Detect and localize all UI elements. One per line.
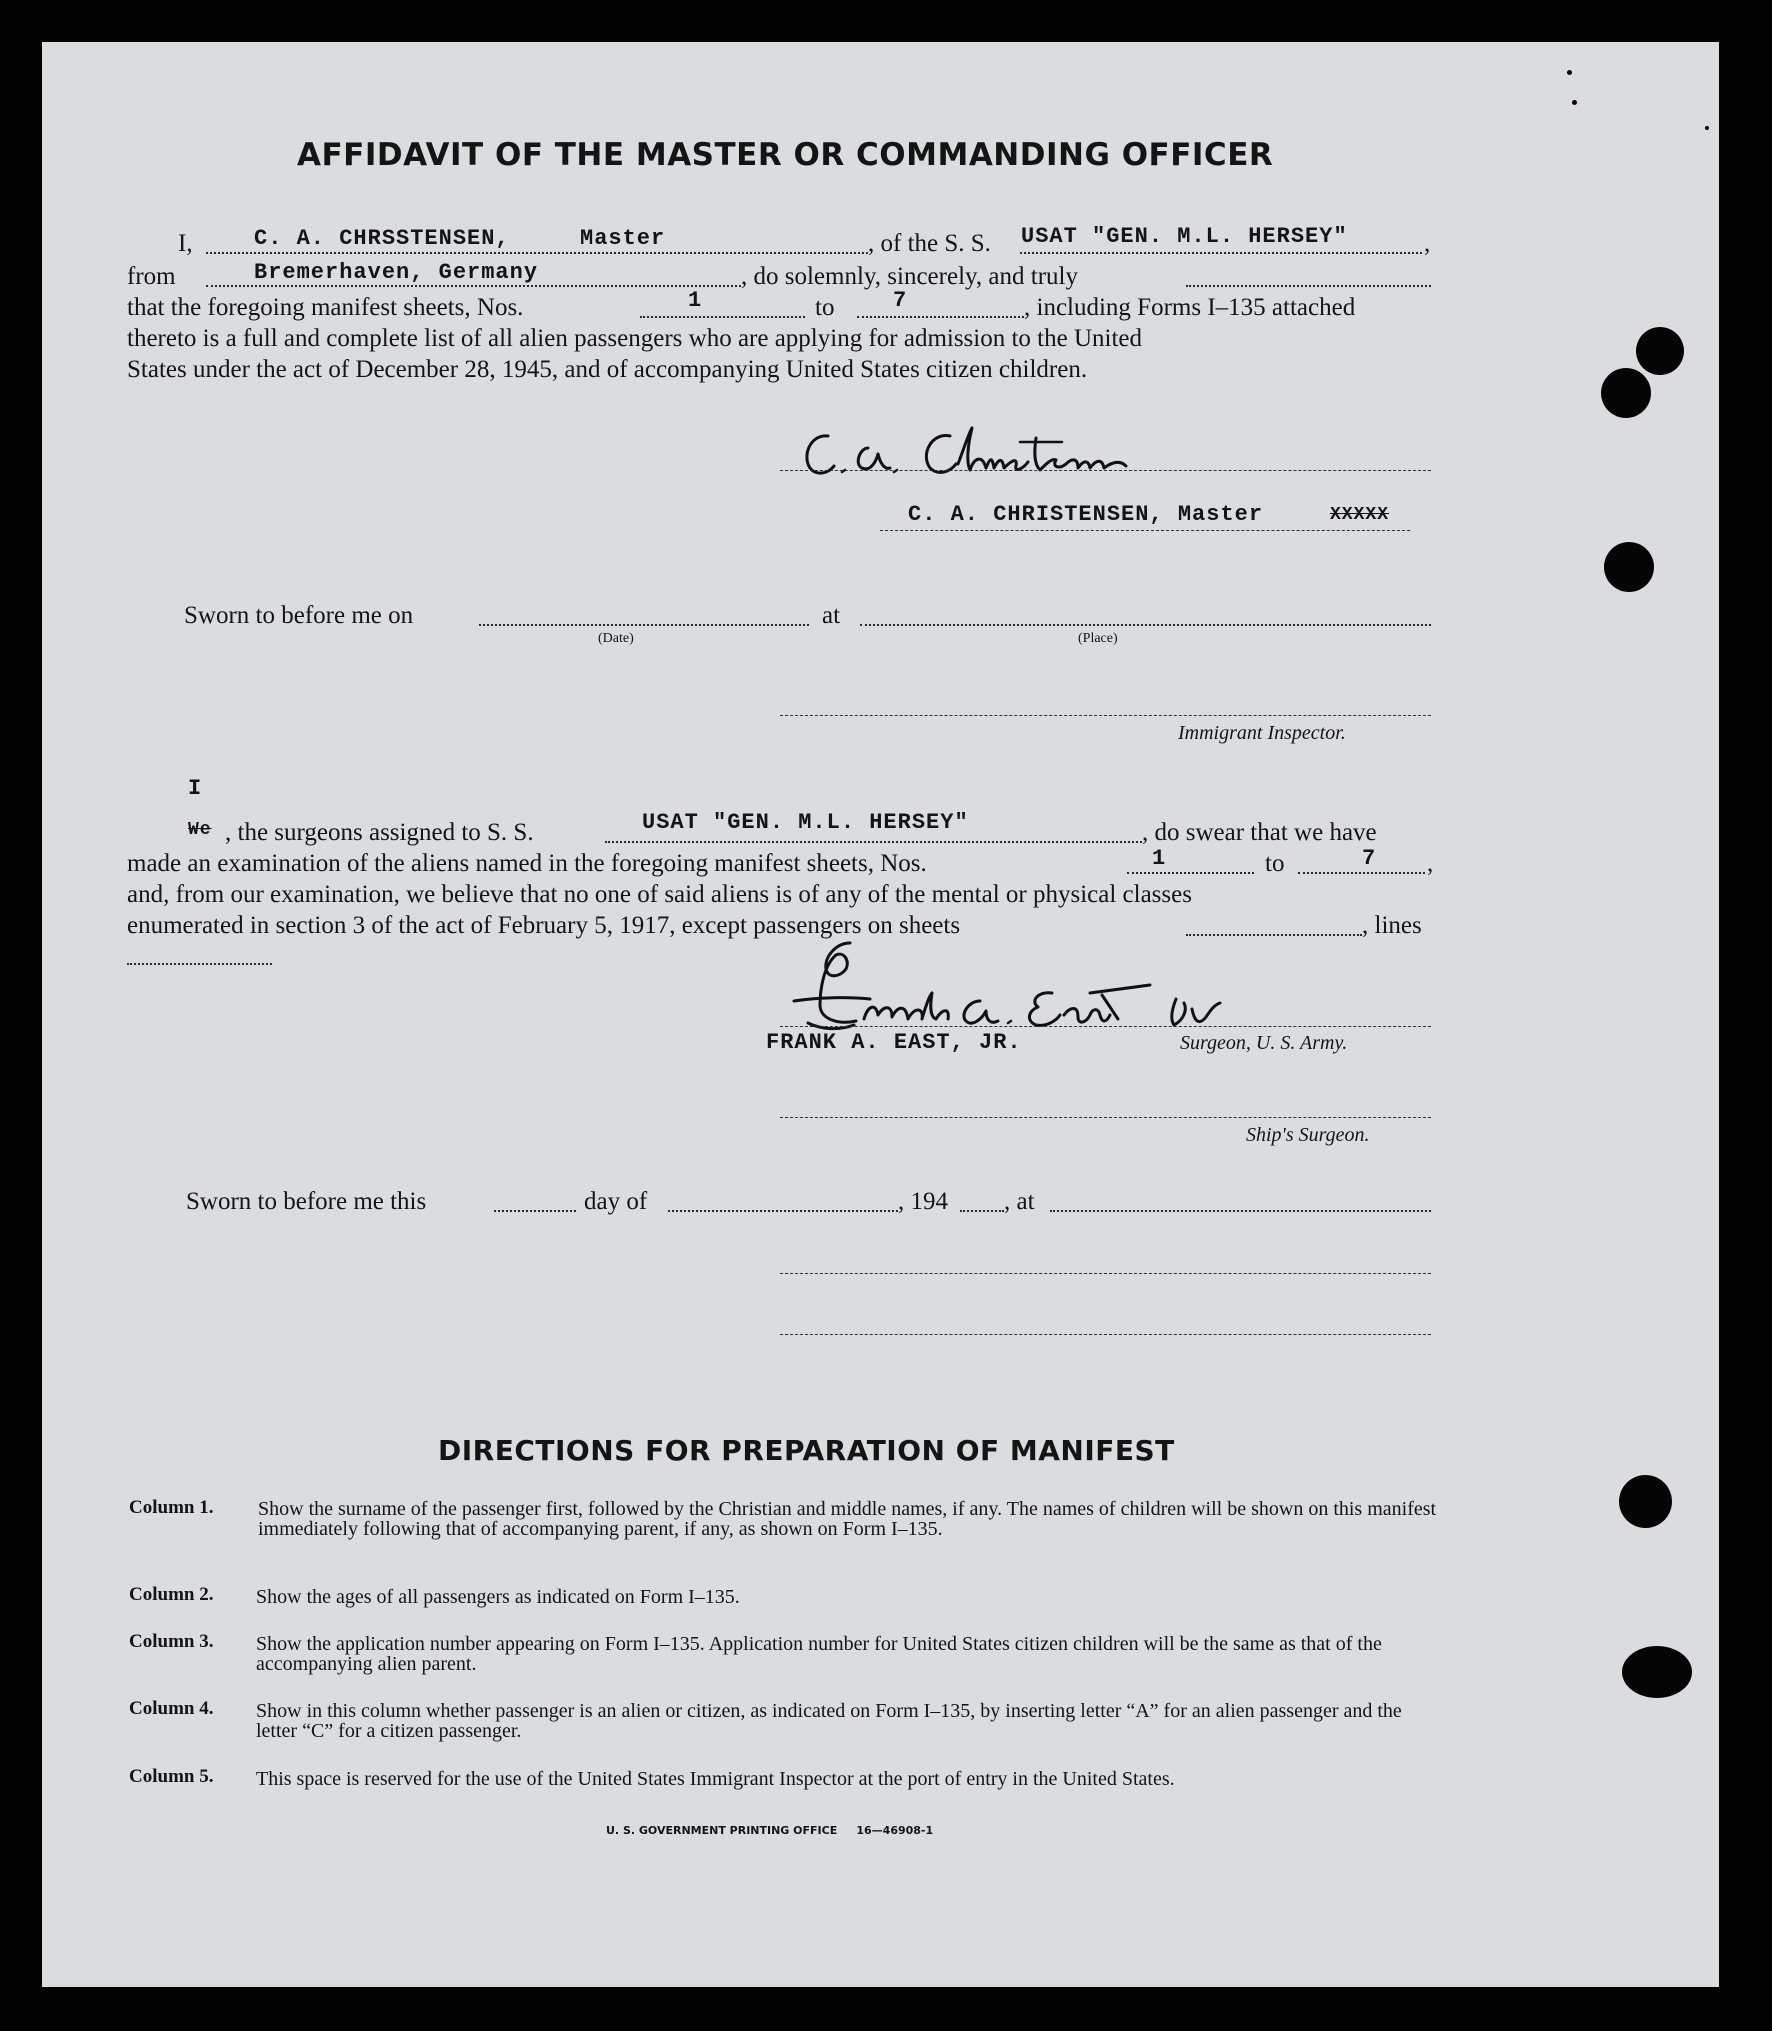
- punch-hole: [1619, 1475, 1672, 1528]
- surgeon-ship-name: USAT "GEN. M.L. HERSEY": [642, 810, 969, 835]
- i-correction-mark: I: [188, 776, 203, 801]
- master-signature: [790, 418, 1210, 488]
- column-label: Column 4.: [129, 1698, 214, 1719]
- column-text: Show the application number appearing on Form I–135. Application number for United States citizen children will be the same as that of the accompanying alien parent.: [256, 1633, 1382, 1675]
- we-struck: We: [188, 820, 212, 840]
- affidavit-i: I,: [178, 230, 193, 257]
- sworn-master-label: Sworn to before me on: [184, 602, 414, 629]
- column-text: Show the surname of the passenger first, followed by the Christian and middle names, if any. The names of children will be shown on this manifest immediately following that of accompanying parent, if any, as shown on Form I–135.: [258, 1498, 1437, 1540]
- port-name: Bremerhaven, Germany: [254, 260, 539, 285]
- master-title: Master: [580, 226, 666, 251]
- punch-hole: [1636, 327, 1684, 375]
- printing-office-footer: U. S. GOVERNMENT PRINTING OFFICE 16—46908-1: [606, 1824, 934, 1837]
- master-name: C. A. CHRSSTENSEN,: [254, 226, 510, 251]
- column-text: Show in this column whether passenger is an alien or citizen, as indicated on Form I–135, by inserting letter “A” for an alien passenger and the letter “C” for a citizen passenger.: [256, 1700, 1402, 1742]
- punch-hole: [1604, 542, 1654, 592]
- sheets-from: 1: [688, 288, 703, 313]
- from-label: from: [127, 263, 176, 290]
- inspector-caption: Immigrant Inspector.: [1178, 722, 1346, 744]
- date-caption: (Date): [598, 631, 634, 646]
- sheets-to: 7: [893, 288, 908, 313]
- surgeon-sheets-to: 7: [1362, 846, 1377, 871]
- ship-surgeon-caption: Ship's Surgeon.: [1246, 1124, 1370, 1146]
- column-label: Column 1.: [129, 1497, 214, 1518]
- surgeon-sheets-from: 1: [1152, 846, 1167, 871]
- ship-name: USAT "GEN. M.L. HERSEY": [1021, 224, 1348, 249]
- punch-hole: [1601, 368, 1651, 418]
- column-label: Column 5.: [129, 1766, 214, 1787]
- punch-hole: [1622, 1646, 1692, 1698]
- place-caption: (Place): [1078, 631, 1118, 646]
- master-typed-signature: C. A. CHRISTENSEN, Master: [908, 502, 1264, 527]
- of-ship-label: , of the S. S.: [868, 230, 991, 257]
- army-surgeon-caption: Surgeon, U. S. Army.: [1180, 1032, 1348, 1054]
- surgeon-typed-name: FRANK A. EAST, JR.: [766, 1030, 1022, 1055]
- column-label: Column 3.: [129, 1631, 214, 1652]
- directions-title: DIRECTIONS FOR PREPARATION OF MANIFEST: [438, 1434, 1175, 1467]
- affidavit-title: AFFIDAVIT OF THE MASTER OR COMMANDING OFFICER: [297, 137, 1274, 173]
- column-text: This space is reserved for the use of the United States Immigrant Inspector at the port of entry in the United States.: [256, 1768, 1175, 1790]
- column-text: Show the ages of all passengers as indicated on Form I–135.: [256, 1586, 740, 1608]
- column-label: Column 2.: [129, 1584, 214, 1605]
- sworn-surgeon-label: Sworn to before me this: [186, 1188, 427, 1215]
- struck-office-label: XXXXX: [1330, 505, 1390, 525]
